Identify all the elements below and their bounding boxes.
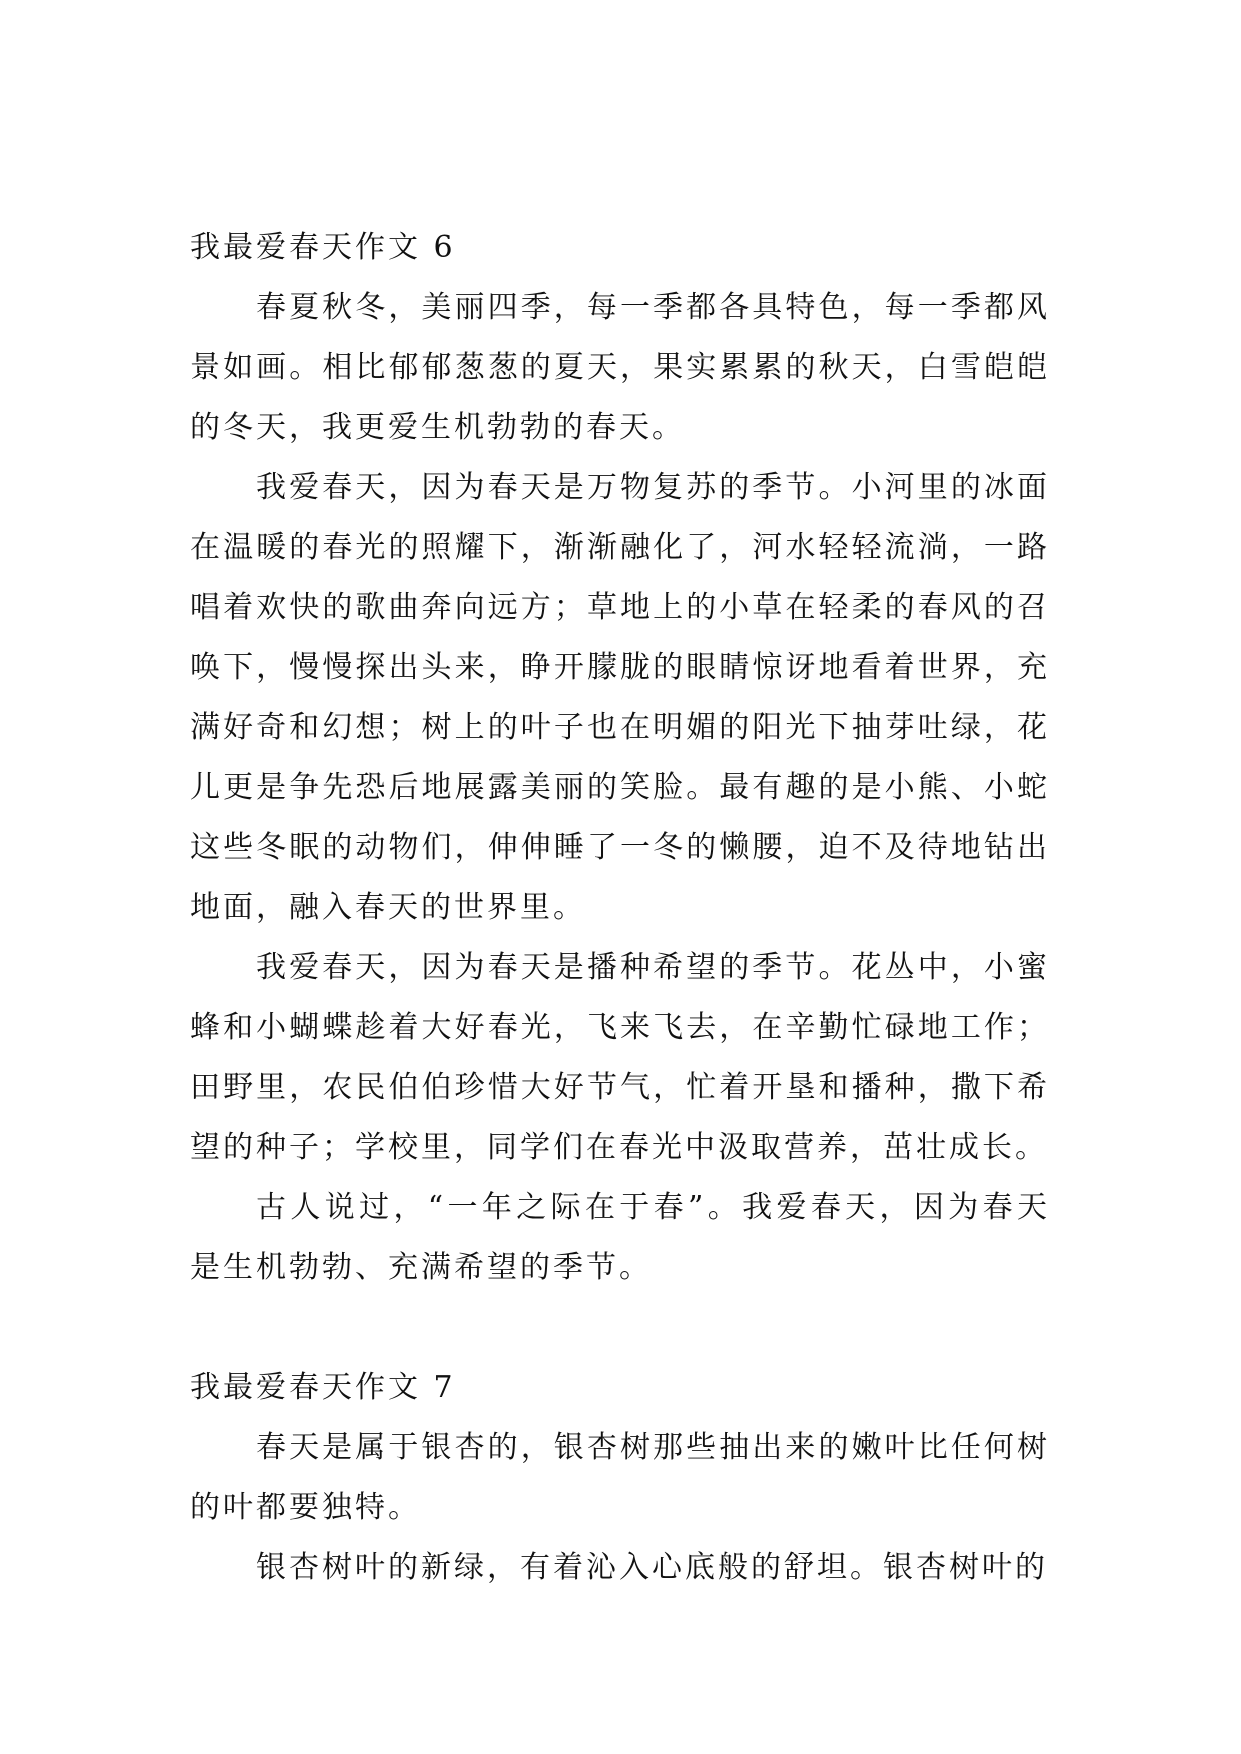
paragraph: 我爱春天，因为春天是播种希望的季节。花丛中，小蜜蜂和小蝴蝶趁着大好春光，飞来飞去，在辛勤忙碌地工作；田野里，农民伯伯珍惜大好节气，忙着开垦和播种，撒下希望的种子；学校里，同学们在春光中汲取营养，茁壮成长。 (190, 950, 1050, 1165)
essay-title-7: 我最爱春天作文 7 (190, 1370, 456, 1405)
section-gap (190, 1298, 1050, 1358)
paragraph: 银杏树叶的新绿，有着沁入心底般的舒坦。银杏树叶的 (256, 1550, 1048, 1585)
paragraph: 古人说过，“一年之际在于春”。我爱春天，因为春天是生机勃勃、充满希望的季节。 (190, 1190, 1050, 1285)
paragraph: 我爱春天，因为春天是万物复苏的季节。小河里的冰面在温暖的春光的照耀下，渐渐融化了，河水轻轻流淌，一路唱着欢快的歌曲奔向远方；草地上的小草在轻柔的春风的召唤下，慢慢探出头来，睁开朦胧的眼睛惊讶地看着世界，充满好奇和幻想；树上的叶子也在明媚的阳光下抽芽吐绿，花儿更是争先恐后地展露美丽的笑脸。最有趣的是小熊、小蛇这些冬眠的动物们，伸伸睡了一冬的懒腰，迫不及待地钻出地面，融入春天的世界里。 (190, 470, 1050, 925)
essay-content (190, 218, 1050, 1598)
paragraph: 春天是属于银杏的，银杏树那些抽出来的嫩叶比任何树的叶都要独特。 (190, 1430, 1050, 1525)
essay-title-6: 我最爱春天作文 6 (190, 230, 456, 265)
paragraph: 春夏秋冬，美丽四季，每一季都各具特色，每一季都风景如画。相比郁郁葱葱的夏天，果实累累的秋天，白雪皑皑的冬天，我更爱生机勃勃的春天。 (190, 290, 1050, 445)
